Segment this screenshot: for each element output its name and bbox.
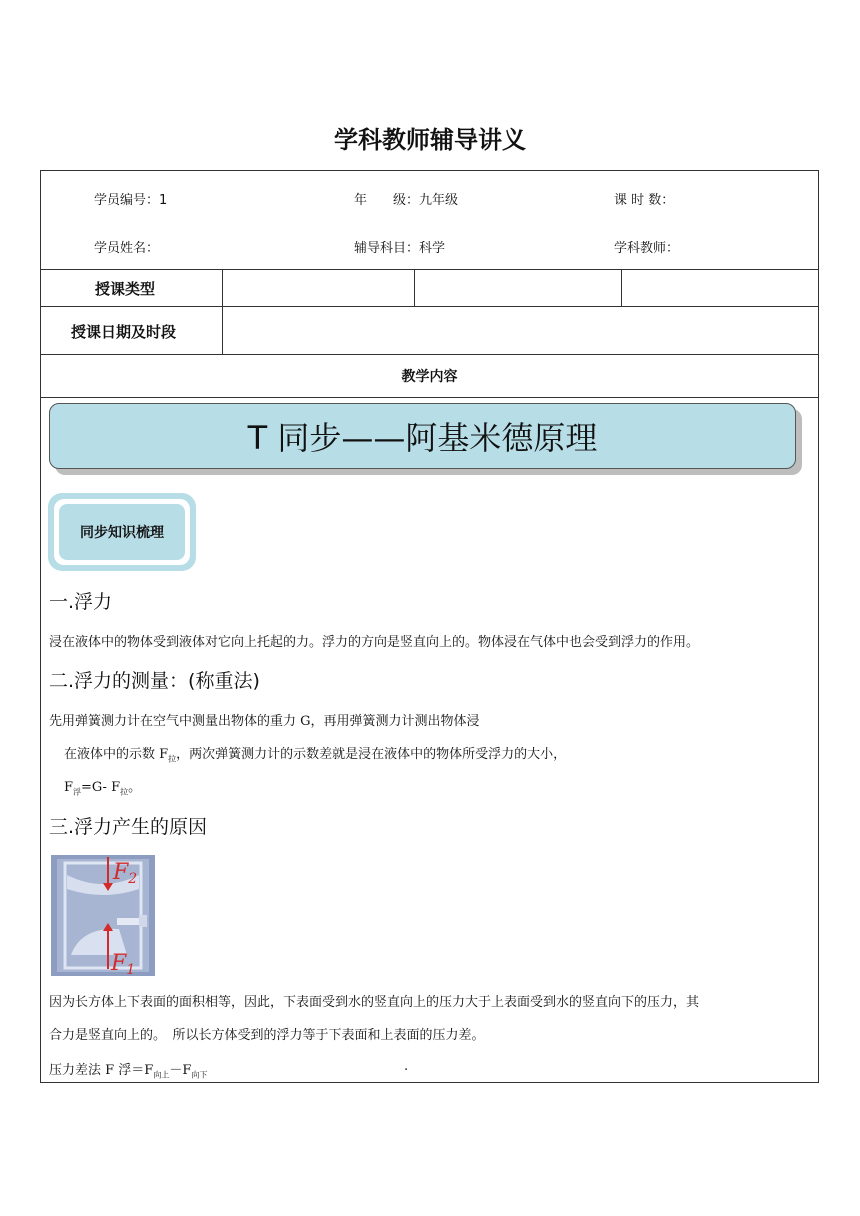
buoyancy-photo: [51, 855, 155, 976]
teaching-content-label: 教学内容: [401, 369, 458, 385]
section-3-text-line2: 合力是竖直向上的。 所以长方体受到的浮力等于下表面和上表面的压力差。: [49, 1028, 485, 1043]
section-2-heading: 二.浮力的测量：(称重法): [49, 670, 260, 692]
divider: [621, 270, 622, 306]
lesson-type-row: [41, 270, 818, 307]
lesson-banner-title: T 同步——阿基米德原理: [247, 419, 598, 457]
section-badge-label: 同步知识梳理: [80, 525, 164, 541]
student-name: 学员姓名：: [94, 241, 160, 256]
subject: 辅导科目：科学: [354, 241, 446, 256]
divider: [222, 307, 223, 354]
lesson-date-row: [41, 307, 818, 355]
lesson-type-label: 授课类型: [95, 280, 156, 298]
divider: [414, 270, 415, 306]
lesson-date-label: 授课日期及时段: [71, 323, 177, 341]
section-3-text-line1: 因为长方体上下表面的面积相等，因此，下表面受到水的竖直向上的压力大于上表面受到水的竖直向下的压力，其: [49, 995, 700, 1010]
section-1-heading: 一.浮力: [49, 591, 113, 613]
force-label-f2: F2: [113, 860, 138, 887]
section-2-text-line2: 在液体中的示数 $F_拉$，两次弹簧测力计的示数差就是浸在液体中的物体所受浮力的大小，: [64, 747, 567, 764]
force-label-f1: F1: [111, 951, 136, 976]
student-info-row: [41, 171, 818, 270]
teacher: 学科教师：: [614, 241, 680, 256]
divider: [222, 270, 223, 306]
section-3-formula-end: .: [404, 1059, 409, 1074]
grade: 年 级：九年级: [354, 193, 459, 208]
student-id: 学员编号：1: [94, 193, 168, 208]
section-3-heading: 三.浮力产生的原因: [49, 816, 208, 838]
section-1-text: 浸在液体中的物体受到液体对它向上托起的力。浮力的方向是竖直向上的。物体浸在气体中也会受到浮力的作用。: [49, 635, 700, 650]
lesson-table: [40, 170, 819, 1083]
section-2-text-line1: 先用弹簧测力计在空气中测量出物体的重力 G，再用弹簧测力计测出物体浸: [49, 714, 480, 729]
document-title: 学科教师辅导讲义: [334, 126, 526, 154]
lesson-count: 课 时 数：: [614, 193, 675, 208]
lesson-banner: [49, 403, 796, 469]
section-2-formula: $F_浮=G-$ $F_拉$。: [64, 780, 142, 797]
section-3-formula: 压力差法 F 浮$=F_{向上}-F_{向下}$: [49, 1063, 208, 1080]
teaching-content-row: [41, 355, 818, 398]
section-badge: [48, 493, 196, 571]
